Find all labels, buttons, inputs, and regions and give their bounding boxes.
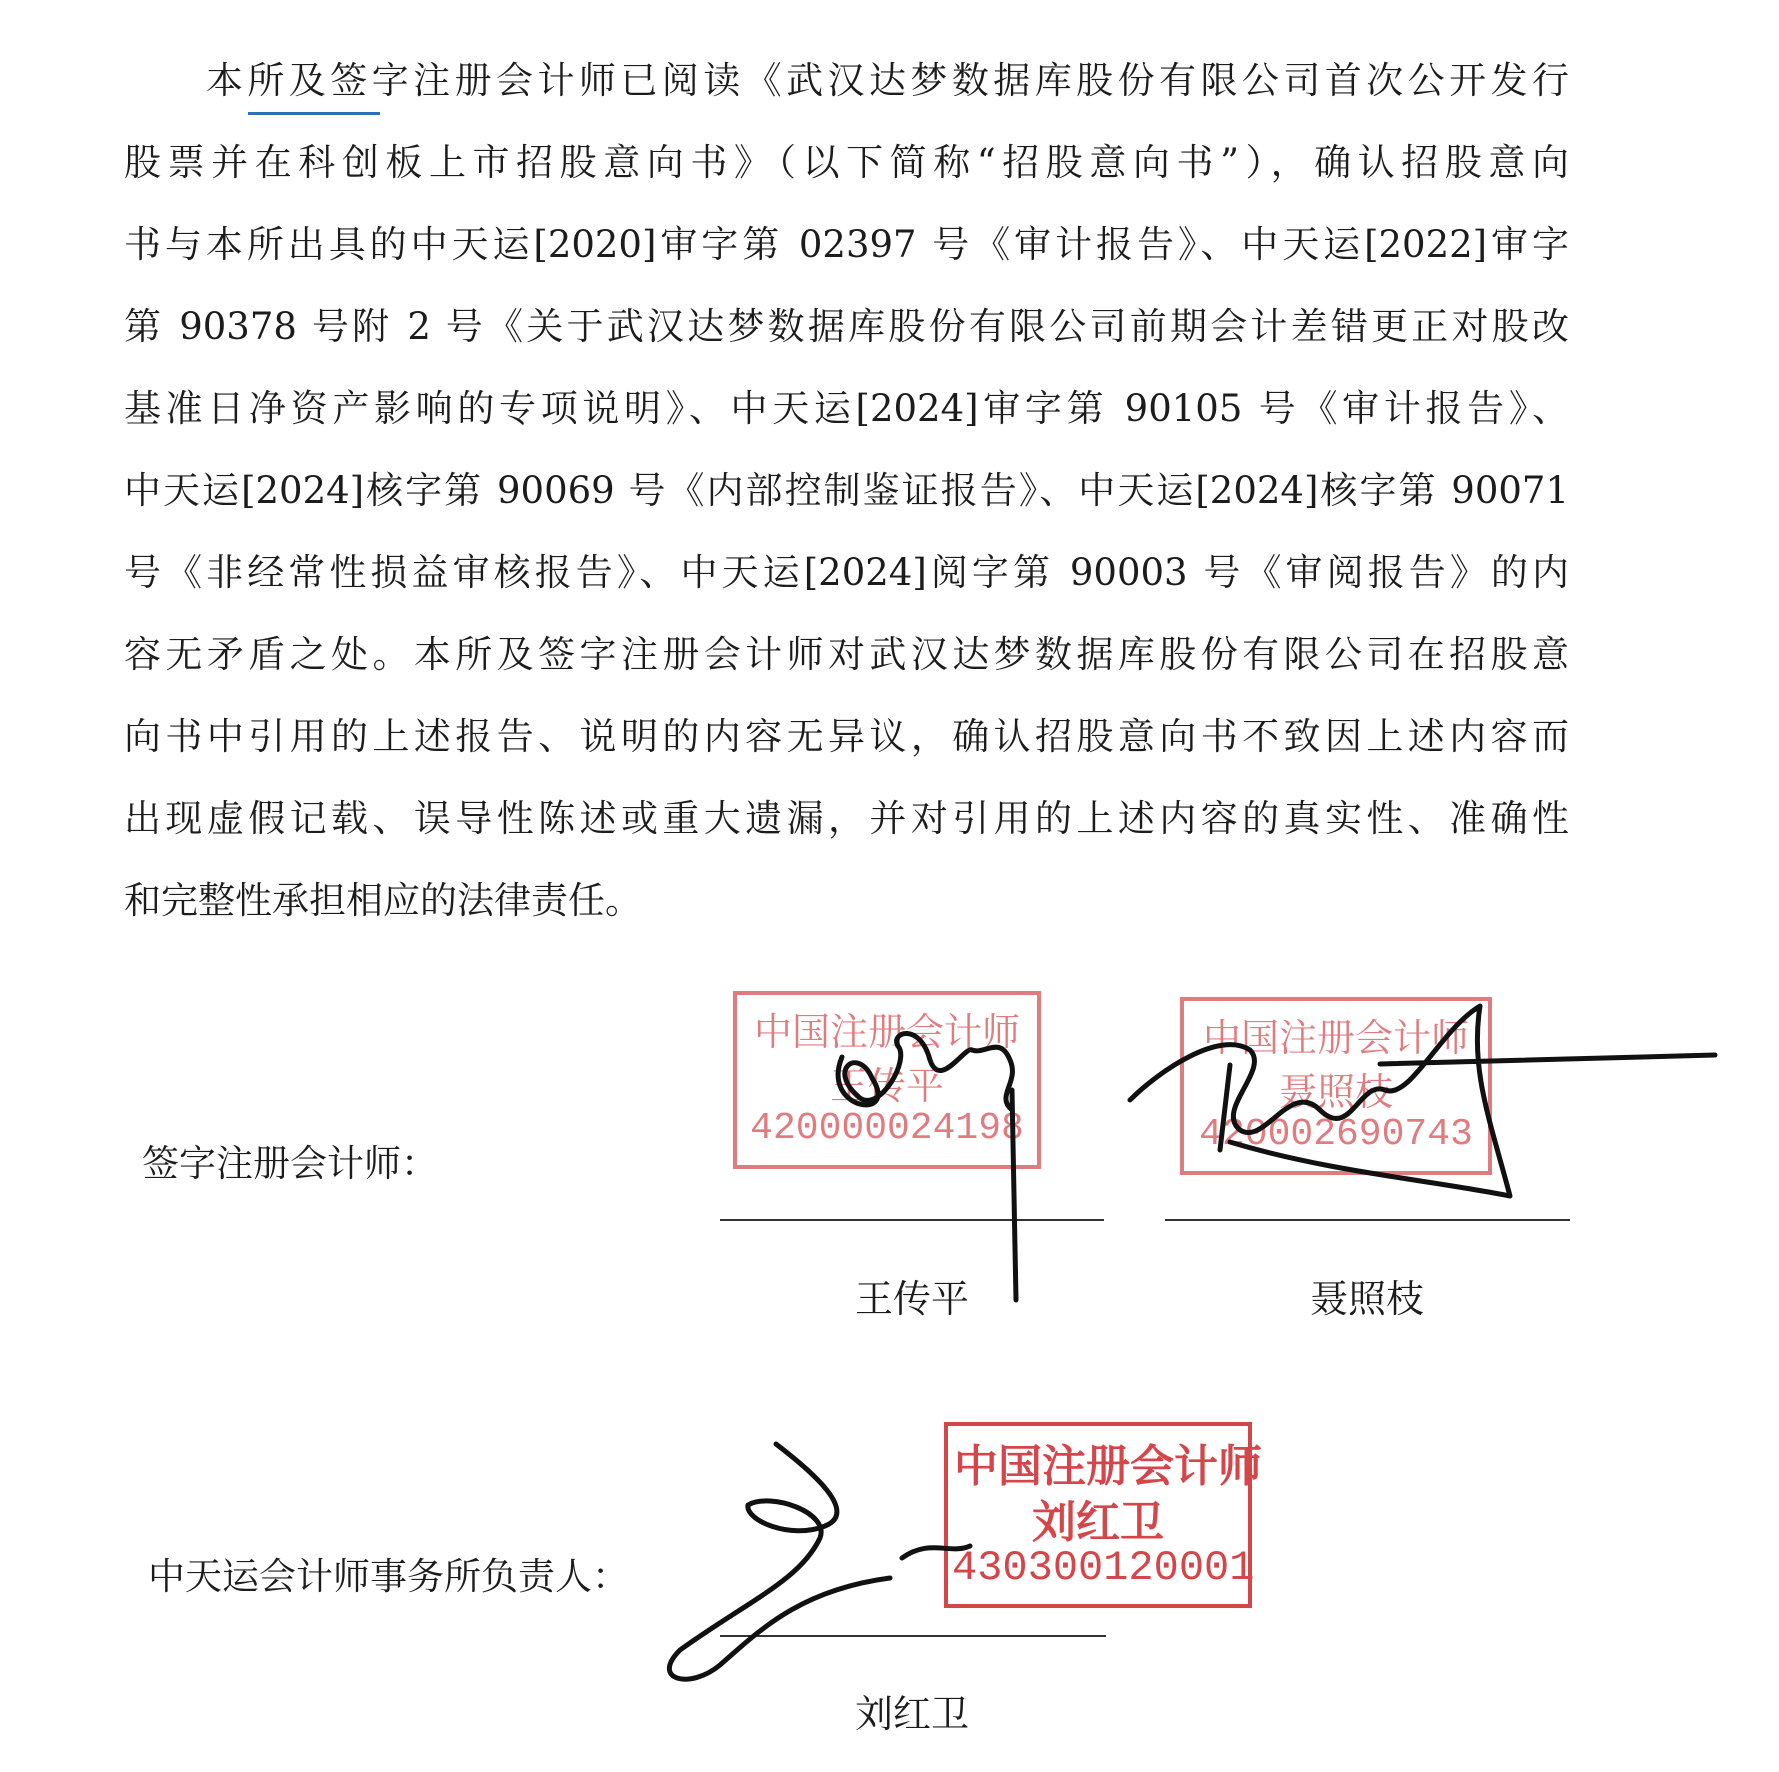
- seal-certificate-number: 430300120001: [952, 1544, 1255, 1592]
- statement-line: 出现虚假记载、误导性陈述或重大遗漏，并对引用的上述内容的真实性、准确性: [124, 797, 1569, 840]
- statement-line: 号《非经常性损益审核报告》、中天运[2024]阅字第 90003 号《审阅报告》的内: [124, 551, 1569, 594]
- statement-line: 第 90378 号附 2 号《关于武汉达梦数据库股份有限公司前期会计差错更正对股改: [124, 305, 1569, 348]
- seal-title: 中国注册会计师: [954, 1441, 1262, 1492]
- statement-line: 容无矛盾之处。本所及签字注册会计师对武汉达梦数据库股份有限公司在招股意: [124, 633, 1569, 676]
- seal-holder-name: 刘红卫: [1032, 1497, 1164, 1548]
- seal-title: 中国注册会计师: [753, 1010, 1020, 1054]
- printed-name-liu: 刘红卫: [854, 1692, 969, 1736]
- seal-holder-name: 王传平: [829, 1064, 944, 1108]
- seal-certificate-number: 420002690743: [1199, 1113, 1473, 1156]
- printed-name-nie: 聂照枝: [1309, 1277, 1424, 1321]
- statement-line: 基准日净资产影响的专项说明》、中天运[2024]审字第 90105 号《审计报告》、: [124, 387, 1569, 430]
- signature-wang: [838, 1033, 1016, 1300]
- signature-liu: [669, 1444, 970, 1679]
- firm-head-signature-label: 中天运会计师事务所负责人：: [148, 1555, 629, 1598]
- statement-line: 向书中引用的上述报告、说明的内容无异议，确认招股意向书不致因上述内容而: [124, 715, 1569, 758]
- seal-certificate-number: 420000024198: [750, 1107, 1024, 1150]
- signature-nie: [1130, 1006, 1715, 1196]
- printed-name-wang: 王传平: [854, 1277, 969, 1321]
- statement-line: 本所及签字注册会计师已阅读《武汉达梦数据库股份有限公司首次公开发行: [206, 59, 1569, 102]
- statement-line: 和完整性承担相应的法律责任。: [124, 879, 642, 922]
- seal-title: 中国注册会计师: [1202, 1016, 1469, 1060]
- statement-line: 中天运[2024]核字第 90069 号《内部控制鉴证报告》、中天运[2024]核字第 90071: [124, 469, 1569, 512]
- statement-line: 书与本所出具的中天运[2020]审字第 02397 号《审计报告》、中天运[2022]审字: [124, 223, 1569, 266]
- cpa-signature-label: 签字注册会计师：: [142, 1142, 438, 1185]
- statement-line: 股票并在科创板上市招股意向书》（以下简称“招股意向书”），确认招股意向: [124, 141, 1569, 184]
- seal-holder-name: 聂照枝: [1278, 1070, 1393, 1114]
